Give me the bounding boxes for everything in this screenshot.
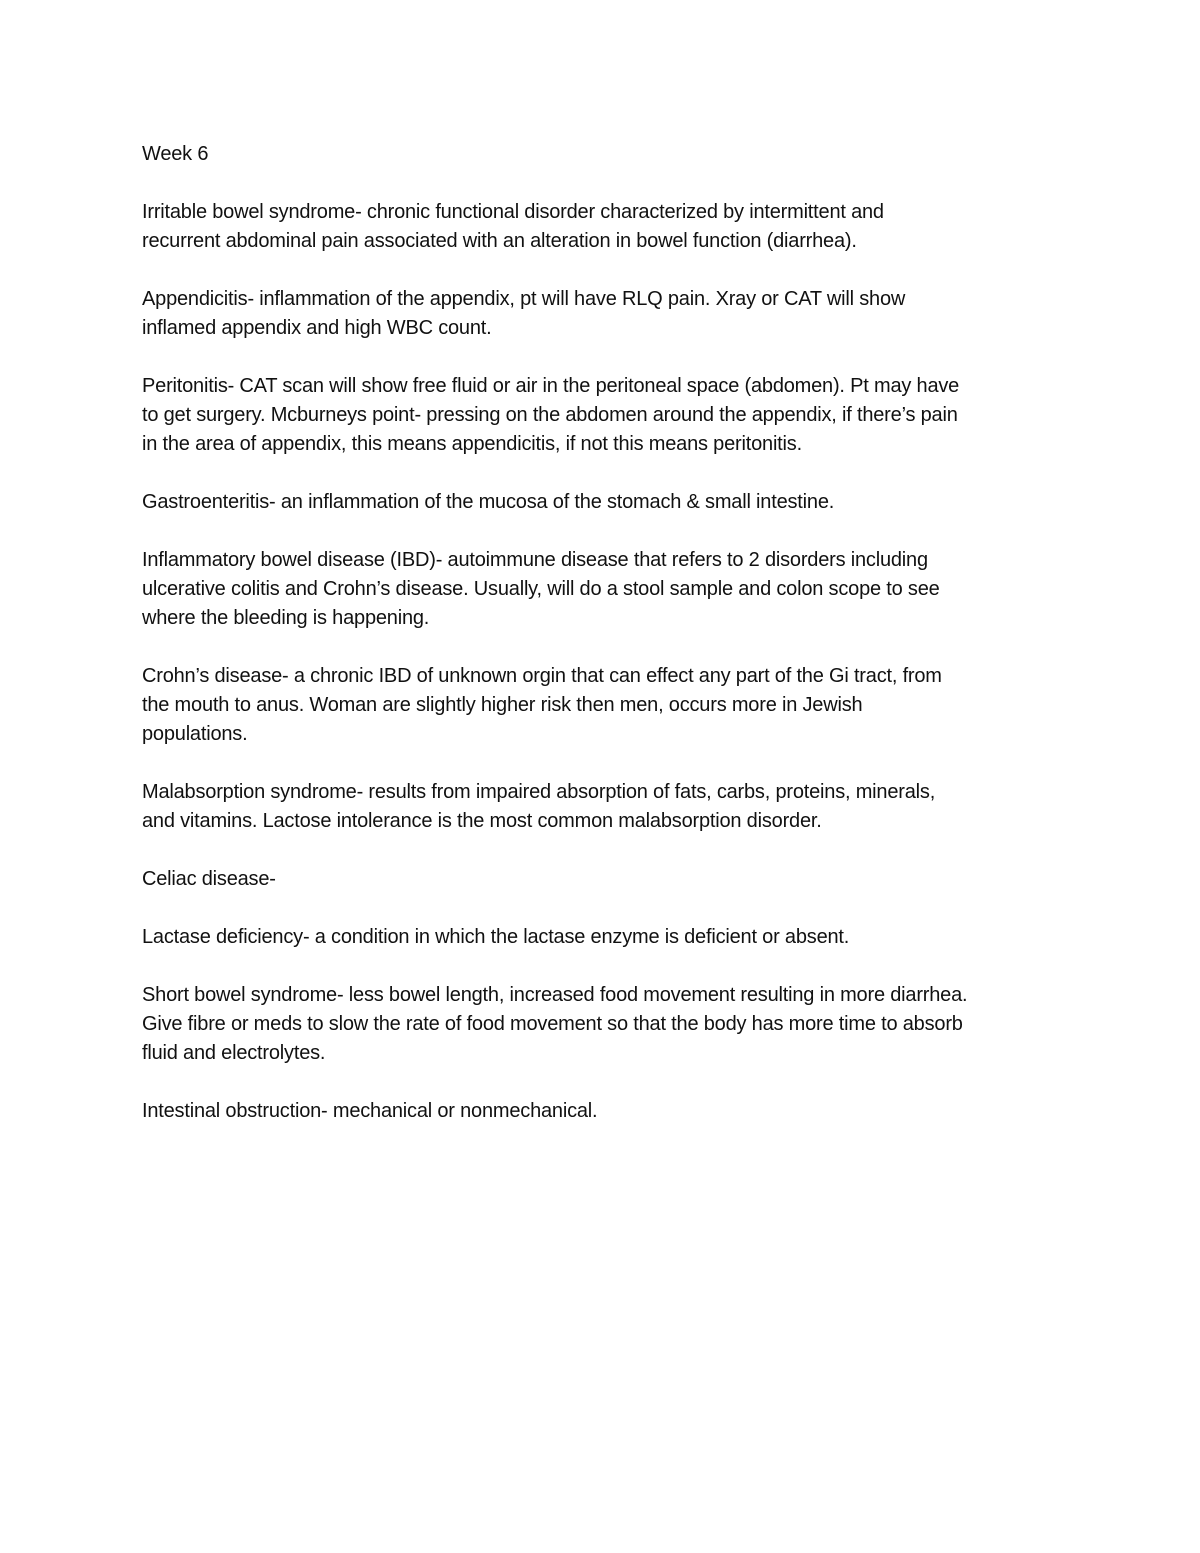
text-line: where the bleeding is happening. bbox=[142, 607, 430, 629]
text-line: Inflammatory bowel disease (IBD)- autoimmune disease that refers to 2 disorders including bbox=[142, 549, 928, 571]
text-line: populations. bbox=[142, 723, 248, 745]
text-line: fluid and electrolytes. bbox=[142, 1042, 326, 1064]
paragraph-short-bowel-syndrome bbox=[142, 981, 1062, 1068]
paragraph-peritonitis bbox=[142, 372, 1062, 459]
paragraph-celiac-disease bbox=[142, 865, 1062, 894]
paragraph-appendicitis bbox=[142, 285, 1062, 343]
text-line: and vitamins. Lactose intolerance is the most common malabsorption disorder. bbox=[142, 810, 822, 832]
text-line: inflamed appendix and high WBC count. bbox=[142, 317, 492, 339]
paragraph-intestinal-obstruction bbox=[142, 1097, 1062, 1126]
text-line: Irritable bowel syndrome- chronic functional disorder characterized by intermittent and bbox=[142, 201, 884, 223]
text-line: Give fibre or meds to slow the rate of food movement so that the body has more time to absorb bbox=[142, 1013, 963, 1035]
document-heading bbox=[142, 140, 1062, 169]
paragraph-malabsorption-syndrome bbox=[142, 778, 1062, 836]
text-line: Malabsorption syndrome- results from impaired absorption of fats, carbs, proteins, minerals, bbox=[142, 781, 936, 803]
text-line: to get surgery. Mcburneys point- pressing on the abdomen around the appendix, if there’s pain bbox=[142, 404, 958, 426]
text-line: Gastroenteritis- an inflammation of the mucosa of the stomach & small intestine. bbox=[142, 491, 835, 513]
paragraph-irritable-bowel-syndrome bbox=[142, 198, 1062, 256]
text-line: Crohn’s disease- a chronic IBD of unknown orgin that can effect any part of the Gi tract, from bbox=[142, 665, 942, 687]
paragraph-gastroenteritis bbox=[142, 488, 1062, 517]
text-line: Celiac disease- bbox=[142, 868, 276, 890]
paragraph-lactase-deficiency bbox=[142, 923, 1062, 952]
text-line: in the area of appendix, this means appendicitis, if not this means peritonitis. bbox=[142, 433, 802, 455]
text-line: Intestinal obstruction- mechanical or nonmechanical. bbox=[142, 1100, 598, 1122]
text-line: Lactase deficiency- a condition in which the lactase enzyme is deficient or absent. bbox=[142, 926, 850, 948]
text-line: recurrent abdominal pain associated with an alteration in bowel function (diarrhea). bbox=[142, 230, 857, 252]
paragraph-crohns-disease bbox=[142, 662, 1062, 749]
text-line: Peritonitis- CAT scan will show free fluid or air in the peritoneal space (abdomen). Pt may have bbox=[142, 375, 960, 397]
text-line: Short bowel syndrome- less bowel length, increased food movement resulting in more diarrhea. bbox=[142, 984, 968, 1006]
text-line: ulcerative colitis and Crohn’s disease. Usually, will do a stool sample and colon scope to see bbox=[142, 578, 940, 600]
document-body bbox=[142, 140, 1062, 1155]
heading-text: Week 6 bbox=[142, 143, 209, 165]
paragraph-inflammatory-bowel-disease bbox=[142, 546, 1062, 633]
text-line: the mouth to anus. Woman are slightly higher risk then men, occurs more in Jewish bbox=[142, 694, 863, 716]
text-line: Appendicitis- inflammation of the appendix, pt will have RLQ pain. Xray or CAT will show bbox=[142, 288, 906, 310]
